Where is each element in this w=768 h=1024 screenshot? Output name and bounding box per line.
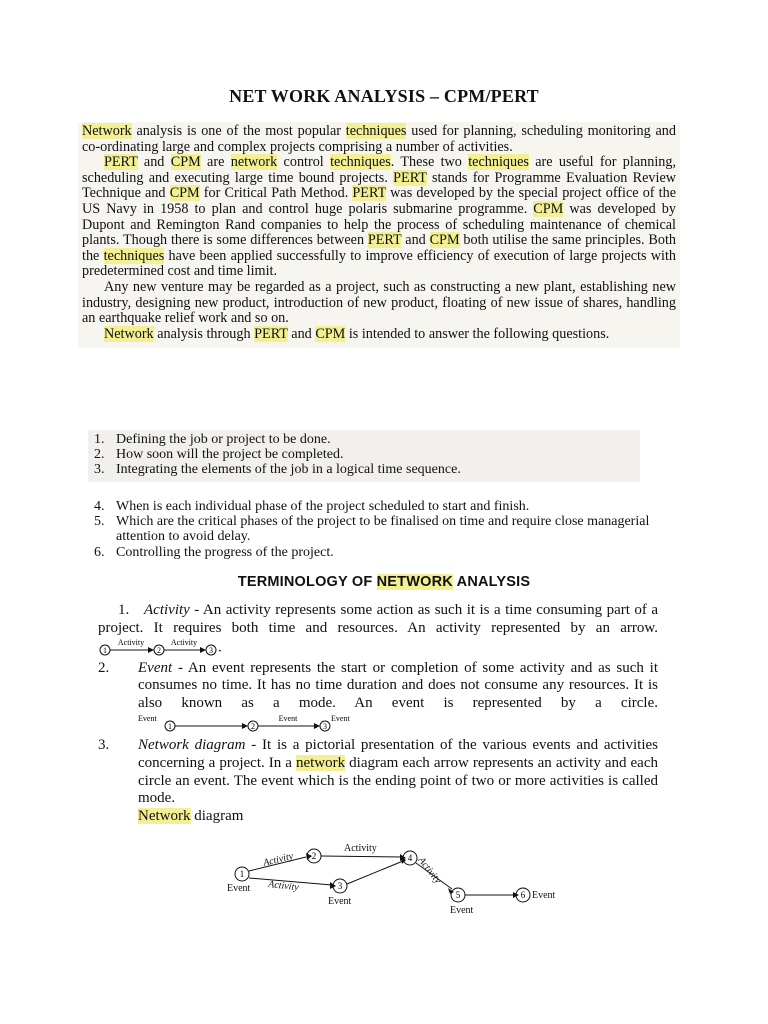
svg-text:Activity: Activity: [262, 850, 295, 869]
term-network-diagram: 3. Network diagram - It is a pictorial presentation of the various events and activities concerning a project. In a network diagram each arrow represents an activity and each circle an event. The event which is the ending point of two or more activities is called mode. Network diagram: [98, 736, 658, 825]
page-title: NET WORK ANALYSIS – CPM/PERT: [229, 86, 539, 106]
diagram-caption: [138, 808, 658, 826]
text-run: was developed by the special project office of the US Navy in 1958 to plan and control huge polaris submarine programme.: [82, 185, 677, 217]
terminology-list: [98, 602, 658, 826]
svg-text:Event: Event: [138, 713, 157, 723]
text-run: used for planning, scheduling monitoring and co-ordinating large and complex projects comprising a number of activities.: [82, 123, 676, 155]
text-run: ANALYSIS: [452, 574, 531, 590]
svg-text:3: 3: [209, 645, 213, 655]
svg-text:Activity: Activity: [267, 879, 300, 894]
highlighted-term: CPM: [169, 185, 200, 202]
highlighted-term: techniques: [468, 154, 529, 171]
intro-paragraph-3: [82, 280, 676, 327]
highlighted-term: CPM: [170, 154, 201, 171]
highlighted-term: Network: [82, 123, 132, 139]
text-run: and: [401, 232, 430, 249]
activity-label: Activity: [117, 637, 145, 647]
svg-text:2: 2: [157, 645, 161, 655]
term-name: Activity: [144, 602, 190, 618]
highlighted-term: Network: [138, 808, 191, 825]
svg-text:Event: Event: [450, 905, 474, 916]
term-activity: 1. Activity - An activity represents some action as such it is a time consuming part of a project. It requires both time and resources. An activity represented by an arrow. 1 Activity 2 Activity 3 .: [98, 602, 658, 658]
text-run: diagram: [188, 736, 246, 753]
highlighted-term: PERT: [352, 185, 386, 202]
svg-text:Event: Event: [278, 713, 298, 723]
text-run: analysis through: [153, 325, 255, 342]
list-item: 5. Which are the critical phases of the project to be finalised on time and require close managerial attention to avoid delay.: [94, 514, 650, 545]
highlighted-term: NETWORK: [376, 574, 453, 590]
highlighted-term: PERT: [104, 154, 138, 171]
intro-paragraph-2: [82, 155, 676, 280]
text-run: TERMINOLOGY OF: [237, 574, 377, 590]
svg-text:Activity: Activity: [415, 855, 444, 886]
highlighted-term: PERT: [367, 232, 402, 249]
list-item: 3. Integrating the elements of the job in a logical time sequence.: [94, 462, 461, 478]
text-run: are useful for planning, scheduling and executing large time bound projects.: [82, 154, 676, 186]
text-run: diagram each arrow represents an activity and each circle an event. The event which is the ending point of two or more activities is called mode.: [138, 754, 658, 807]
intro-section: [78, 122, 680, 348]
list-item: 1. Defining the job or project to be done.: [94, 432, 331, 447]
svg-text:1: 1: [239, 869, 245, 879]
highlighted-term: CPM: [533, 200, 564, 217]
highlighted-term: techniques: [330, 154, 391, 171]
text-run: are: [200, 154, 231, 171]
term-name: [138, 737, 245, 753]
activity-arrow-figure: [98, 638, 218, 658]
terminology-heading: [0, 574, 768, 590]
text-run: for Critical Path Method.: [199, 185, 353, 202]
term-event: 2. Event - An event represents the start or completion of some activity and as such it consumes no time. It has no time duration and does not consume any resources. It is also known as a mode. An event is represented by a circle. Event 1 2 Event 3 Event: [98, 660, 658, 735]
svg-text:1: 1: [103, 645, 107, 655]
text-run: - It is a pictorial presentation of the various events and activities concerning a project. In a: [138, 736, 658, 771]
highlighted-term: techniques: [103, 247, 165, 264]
svg-text:Activity: Activity: [344, 843, 377, 854]
highlighted-term: Network: [104, 325, 154, 342]
svg-text:2: 2: [311, 851, 317, 861]
svg-text:5: 5: [455, 890, 461, 900]
svg-text:3: 3: [323, 721, 327, 731]
list-item: 4. When is each individual phase of the project scheduled to start and finish.: [94, 499, 530, 514]
highlighted-term: PERT: [254, 325, 288, 342]
highlighted-term: network: [295, 754, 346, 771]
intro-paragraph-1: [82, 124, 676, 155]
text-run: have been applied successfully to improve efficiency of execution of large projects with predetermined cost and time limit.: [82, 247, 676, 280]
highlighted-term: techniques: [345, 123, 407, 139]
event-circle-figure: [138, 713, 378, 735]
text-run: and: [287, 325, 316, 342]
text-run: both utilise the same principles. Both the: [82, 232, 676, 264]
text-run: analysis is one of the most popular: [131, 123, 346, 139]
text-run: Any new venture may be regarded as a project, such as constructing a new plant, establishing new industry, designing new product, introduction of new product, floating of new issue of shares, handling an earthquake relief work and so on.: [82, 278, 676, 327]
text-run: control: [277, 154, 331, 171]
highlighted-term: network: [230, 154, 278, 171]
text-run: stands for Programme Evaluation Review Technique and: [82, 169, 676, 202]
text-run: . These two: [390, 154, 469, 171]
highlighted-term: PERT: [393, 169, 427, 186]
questions-list-b: [88, 497, 702, 564]
text-run: diagram: [190, 808, 244, 825]
list-item: 6. Controlling the progress of the project.: [94, 544, 334, 560]
svg-text:Event: Event: [532, 890, 556, 901]
svg-text:Event: Event: [331, 713, 350, 723]
text-run: and: [137, 154, 171, 171]
text-run: is intended to answer the following questions.: [345, 325, 610, 342]
activity-label: Activity: [170, 637, 198, 647]
svg-text:2: 2: [251, 721, 255, 731]
highlighted-term: CPM: [429, 232, 460, 249]
svg-text:1: 1: [168, 721, 172, 731]
text-run: was developed by Dupont and Remington Rand companies to help the process of scheduling maintenance of chemical plants. Though there is some differences between: [82, 200, 676, 249]
svg-text:Event: Event: [227, 883, 251, 894]
intro-paragraph-4: [82, 327, 676, 343]
text-run: Network: [138, 736, 189, 753]
list-item: 2. How soon will the project be completed.: [94, 447, 344, 463]
network-diagram: [222, 838, 572, 918]
questions-list-a: [88, 430, 640, 482]
term-name: Event: [138, 659, 173, 676]
svg-text:6: 6: [520, 890, 526, 900]
svg-text:4: 4: [407, 853, 413, 863]
svg-text:3: 3: [337, 881, 343, 891]
svg-text:Event: Event: [328, 896, 352, 907]
highlighted-term: CPM: [315, 325, 346, 342]
